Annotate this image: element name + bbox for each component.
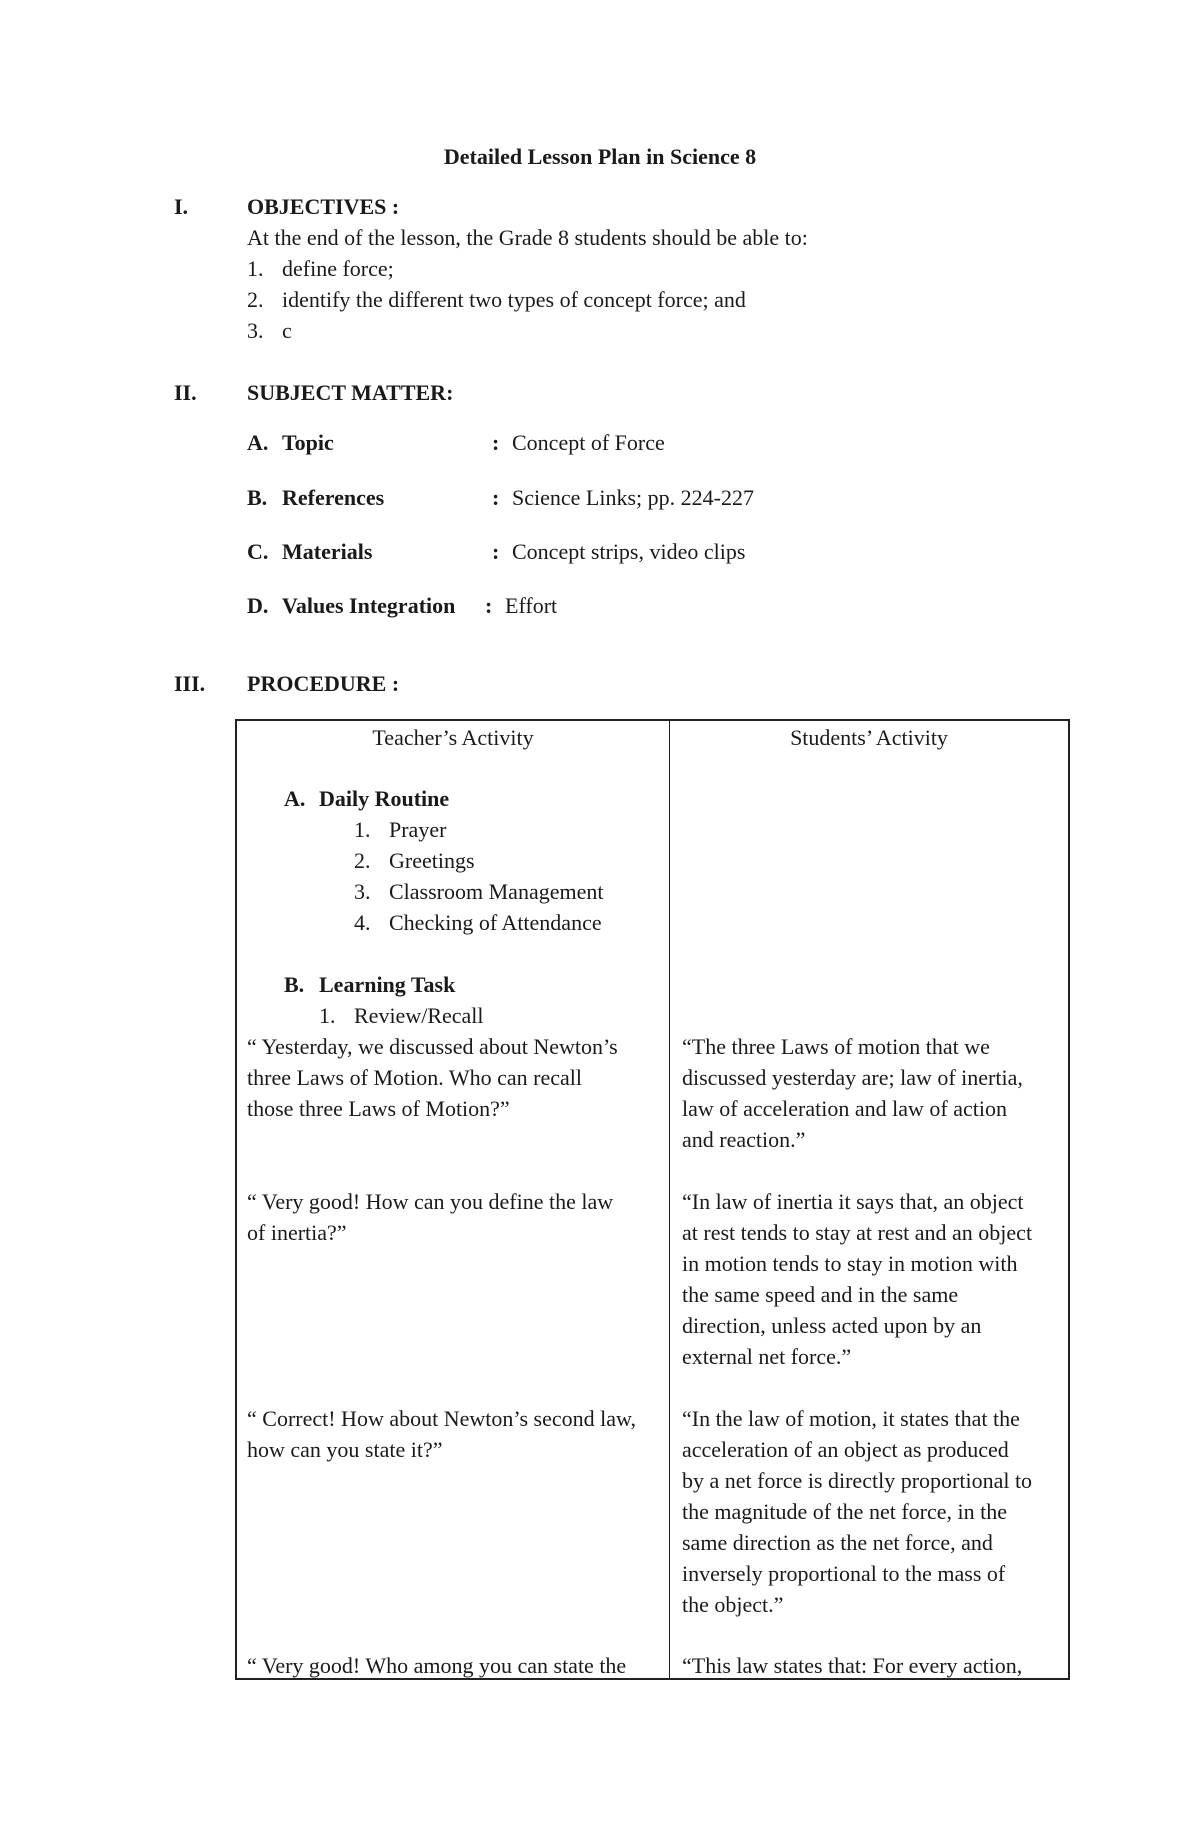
objective-item: define force; — [282, 256, 394, 281]
objective-item: c — [282, 318, 292, 343]
student-response-line: direction, unless acted upon by an — [682, 1313, 982, 1338]
objective-number: 2. — [247, 287, 264, 312]
routine-item: Classroom Management — [389, 879, 604, 904]
teacher-dialogue-line: how can you state it?” — [247, 1437, 443, 1462]
subject-item-letter: A. — [247, 430, 269, 455]
procedure-table — [235, 719, 1070, 1680]
routine-number: 3. — [354, 879, 371, 904]
student-response-line: law of acceleration and law of action — [682, 1096, 1007, 1121]
section-numeral-procedure: III. — [174, 671, 206, 696]
subject-item-colon: : — [492, 430, 500, 455]
subject-matter-heading: SUBJECT MATTER: — [247, 380, 454, 405]
section-numeral-objectives: I. — [174, 194, 189, 219]
routine-item: Checking of Attendance — [389, 910, 602, 935]
subject-item-letter: D. — [247, 593, 269, 618]
objective-number: 1. — [247, 256, 264, 281]
document-title: Detailed Lesson Plan in Science 8 — [443, 144, 757, 169]
subject-item-letter: B. — [247, 485, 268, 510]
learning-task-letter: B. — [284, 972, 305, 997]
teacher-dialogue-line: three Laws of Motion. Who can recall — [247, 1065, 582, 1090]
teacher-dialogue-line: of inertia?” — [247, 1220, 347, 1245]
learning-task-label: Learning Task — [319, 972, 456, 997]
subject-item-label-values: Values Integration — [282, 593, 456, 618]
procedure-heading: PROCEDURE : — [247, 671, 400, 696]
students-activity-header: Students’ Activity — [790, 725, 948, 750]
subject-item-colon: : — [492, 539, 500, 564]
teacher-dialogue-line: “ Correct! How about Newton’s second law, — [247, 1406, 636, 1431]
subject-item-label-topic: Topic — [282, 430, 334, 455]
student-response-line: discussed yesterday are; law of inertia, — [682, 1065, 1023, 1090]
subject-item-colon: : — [485, 593, 493, 618]
objectives-heading: OBJECTIVES : — [247, 194, 400, 219]
student-response-line: the object.” — [682, 1592, 784, 1617]
student-response-line: external net force.” — [682, 1344, 852, 1369]
column-divider — [669, 721, 670, 1678]
subject-item-value-materials: Concept strips, video clips — [512, 539, 746, 564]
student-response-line: “In the law of motion, it states that the — [682, 1406, 1020, 1431]
student-response-line: acceleration of an object as produced — [682, 1437, 1009, 1462]
subject-item-value-values: Effort — [505, 593, 558, 618]
subject-item-letter: C. — [247, 539, 269, 564]
student-response-line: the same speed and in the same — [682, 1282, 959, 1307]
student-response-line: inversely proportional to the mass of — [682, 1561, 1006, 1586]
student-response-line: in motion tends to stay in motion with — [682, 1251, 1018, 1276]
teacher-dialogue-line: “ Yesterday, we discussed about Newton’s — [247, 1034, 618, 1059]
review-recall-number: 1. — [319, 1003, 336, 1028]
subject-item-value-references: Science Links; pp. 224-227 — [512, 485, 754, 510]
routine-number: 1. — [354, 817, 371, 842]
review-recall-label: Review/Recall — [354, 1003, 484, 1028]
routine-number: 2. — [354, 848, 371, 873]
teacher-dialogue-line: “ Very good! How can you define the law — [247, 1189, 614, 1214]
student-response-line: and reaction.” — [682, 1127, 806, 1152]
subject-item-label-references: References — [282, 485, 385, 510]
student-response-line: “The three Laws of motion that we — [682, 1034, 990, 1059]
teacher-dialogue-line: those three Laws of Motion?” — [247, 1096, 510, 1121]
daily-routine-label: Daily Routine — [319, 786, 450, 811]
daily-routine-letter: A. — [284, 786, 306, 811]
routine-number: 4. — [354, 910, 371, 935]
subject-item-value-topic: Concept of Force — [512, 430, 665, 455]
objectives-intro: At the end of the lesson, the Grade 8 students should be able to: — [247, 225, 808, 250]
student-response-line: the magnitude of the net force, in the — [682, 1499, 1007, 1524]
section-numeral-subject-matter: II. — [174, 380, 197, 405]
routine-item: Prayer — [389, 817, 447, 842]
teacher-activity-header: Teacher’s Activity — [372, 725, 534, 750]
subject-item-colon: : — [492, 485, 500, 510]
subject-item-label-materials: Materials — [282, 539, 373, 564]
student-response-line: at rest tends to stay at rest and an object — [682, 1220, 1033, 1245]
teacher-dialogue-line: “ Very good! Who among you can state the — [247, 1653, 627, 1678]
objective-number: 3. — [247, 318, 264, 343]
student-response-line: same direction as the net force, and — [682, 1530, 993, 1555]
objective-item: identify the different two types of concept force; and — [282, 287, 746, 312]
routine-item: Greetings — [389, 848, 475, 873]
student-response-line: “In law of inertia it says that, an object — [682, 1189, 1024, 1214]
student-response-line: “This law states that: For every action, — [682, 1653, 1023, 1678]
student-response-line: by a net force is directly proportional to — [682, 1468, 1033, 1493]
